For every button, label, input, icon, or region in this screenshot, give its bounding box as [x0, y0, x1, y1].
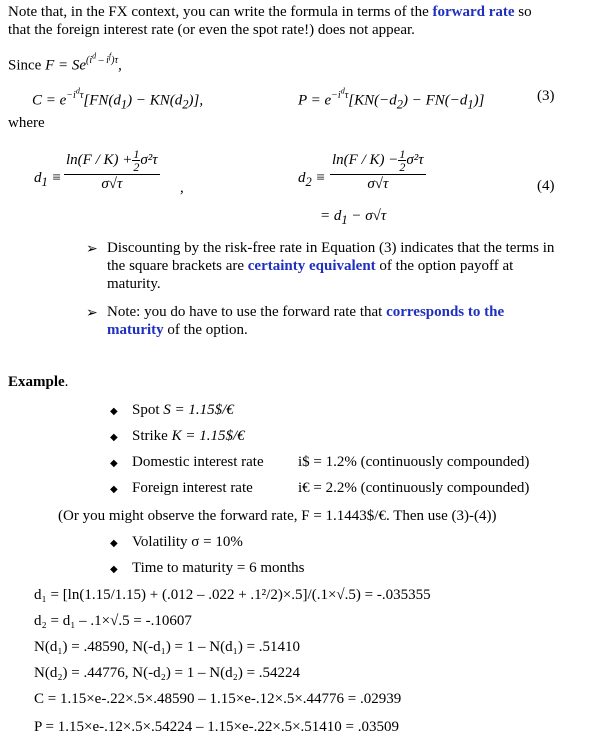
domestic-rate-label: Domestic interest rate [132, 454, 264, 470]
intro-line-1: Note that, in the FX context, you can write the formula in terms of the forward rate so [8, 4, 532, 20]
d1-label: $d_1$ ≡ [34, 170, 62, 189]
where-label: where [8, 115, 45, 131]
arrow-item-2-line-1: Note: you do have to use the forward rate that corresponds to the [107, 304, 505, 320]
d2-label: $d_2$ ≡ [298, 170, 326, 189]
strike-item: Strike K = 1.15$/€ [132, 428, 245, 444]
forward-exponent: (id – if)τ [86, 52, 119, 67]
bullet-icon: ◆ [110, 458, 118, 469]
arrow-bullet-icon: ➢ [86, 306, 98, 321]
bullet-icon: ◆ [110, 538, 118, 549]
calc-d1: d₁ = [ln(1.15/1.15) + (.012 – .022 + .1²/2)×.5]/(.1×√.5) = -.035355 [34, 587, 431, 603]
corresponds-link: corresponds to the [386, 304, 505, 320]
foreign-rate-value: i€ = 2.2% (continuously compounded) [298, 480, 530, 496]
d1-fraction: ln(F / K) + $\frac{1}{2}$ σ²τ σ√τ [66, 147, 158, 192]
bullet-icon: ◆ [110, 484, 118, 495]
calc-Nd2: N(d₂) = .44776, N(-d₂) = 1 – N(d₂) = .54224 [34, 665, 301, 681]
calc-put: P = 1.15×e-.12×.5×.54224 – 1.15×e-.22×.5×.51410 = .03509 [34, 719, 400, 735]
example-heading: Example. [8, 374, 69, 390]
forward-rate-aside: (Or you might observe the forward rate, F = 1.1443$/€. Then use (3)-(4)) [58, 508, 497, 524]
bullet-icon: ◆ [110, 406, 118, 417]
volatility-item: Volatility σ = 10% [132, 534, 243, 550]
spot-item: Spot S = 1.15$/€ [132, 402, 234, 418]
d2-fraction: ln(F / K) − $\frac{1}{2}$ σ²τ σ√τ [332, 147, 424, 192]
put-formula: $P = e^{-i^d\tau}[KN(-d_2) - FN(-d_1)]$ [298, 87, 485, 112]
arrow-item-1-line-2: the square brackets are certainty equivalent of the option payoff at [107, 258, 514, 274]
bullet-icon: ◆ [110, 432, 118, 443]
call-formula: $C = e^{-i^d\tau}[FN(d_1) - KN(d_2)]$, [32, 87, 204, 112]
foreign-rate-label: Foreign interest rate [132, 480, 253, 496]
since-formula: Since $F = Se^{(i^d - i^f)\tau}$, [8, 52, 122, 74]
arrow-item-1-line-1: Discounting by the risk-free rate in Equation (3) indicates that the terms in [107, 240, 555, 256]
intro-line-2: that the foreign interest rate (or even the spot rate!) does not appear. [8, 22, 415, 38]
arrow-bullet-icon: ➢ [86, 242, 98, 257]
d2-alt-formula: = $d_1 - \sigma√\tau$ [320, 208, 387, 227]
certainty-equivalent-link: certainty equivalent [247, 258, 376, 274]
calc-Nd1: N(d₁) = .48590, N(-d₁) = 1 – N(d₁) = .51410 [34, 639, 301, 655]
equation-number-4: (4) [537, 178, 555, 194]
calc-call: C = 1.15×e-.22×.5×.48590 – 1.15×e-.12×.5×.44776 = .02939 [34, 691, 402, 707]
maturity-link: maturity [107, 322, 164, 338]
arrow-item-1-line-3: maturity. [107, 276, 161, 292]
forward-rate-link: forward rate [432, 4, 515, 20]
arrow-item-2-line-2: maturity of the option. [107, 322, 248, 338]
equation-number-3: (3) [537, 88, 555, 104]
calc-d2: d₂ = d₁ – .1×√.5 = -.10607 [34, 613, 192, 629]
maturity-item: Time to maturity = 6 months [132, 560, 305, 576]
domestic-rate-value: i$ = 1.2% (continuously compounded) [298, 454, 530, 470]
bullet-icon: ◆ [110, 564, 118, 575]
